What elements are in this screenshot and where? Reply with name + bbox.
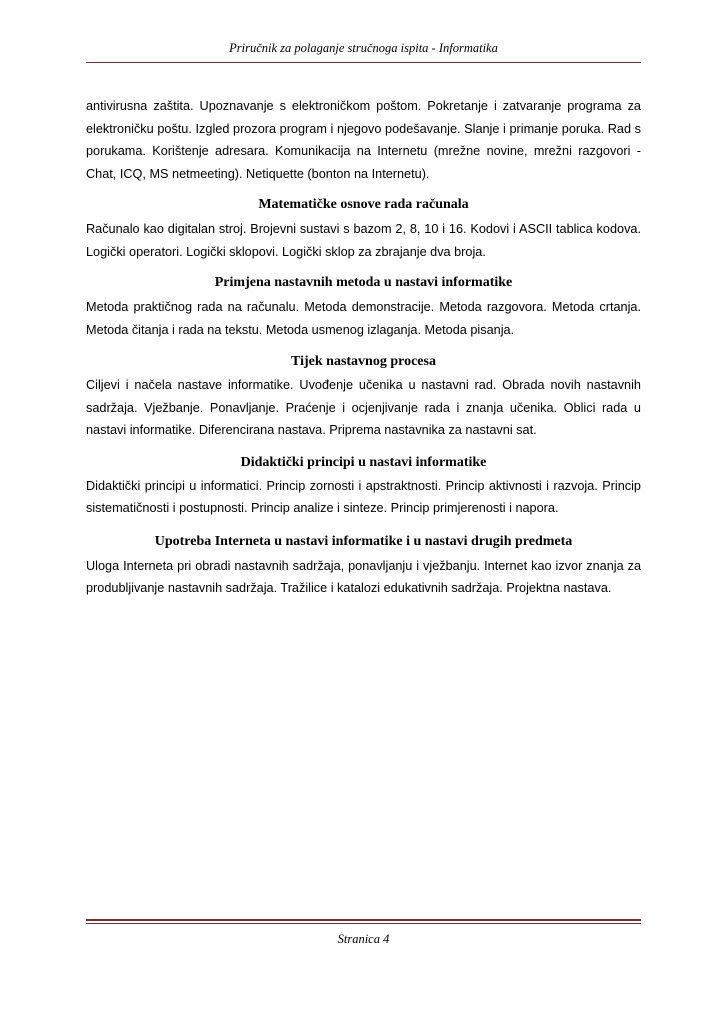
section-paragraph-internet: Uloga Interneta pri obradi nastavnih sadržaja, ponavljanju i vježbanju. Internet kao izvor znanja za produbljivanje nastavnih sadržaja. Tražilice i katalozi edukativnih sadržaja. Projektna nastava.: [86, 558, 641, 595]
running-header: Priručnik za polaganje stručnoga ispita - Informatika: [229, 41, 498, 55]
section-paragraph-process: Ciljevi i načela nastave informatike. Uvođenje učenika u nastavni rad. Obrada novih nastavnih sadržaja. Vježbanje. Ponavljanje. Praćenje i ocjenjivanje rada i znanja učenika. Oblici rada u nastavi informatike. Diferencirana nastava. Priprema nastavnika za nastavni sat.: [86, 378, 641, 437]
section-paragraph-math: Računalo kao digitalan stroj. Brojevni sustavi s bazom 2, 8, 10 i 16. Kodovi i ASCII tablica kodova. Logički operatori. Logički sklopovi. Logički sklop za zbrajanje dva broja.: [86, 222, 641, 259]
page-content: [86, 95, 641, 600]
section-heading-methods: Primjena nastavnih metoda u nastavi informatike: [214, 275, 513, 290]
section-heading-didactic: Didaktički principi u nastavi informatike: [240, 454, 487, 470]
section-heading-internet: Upotreba Interneta u nastavi informatike i u nastavi drugih predmeta: [154, 533, 573, 549]
header-rule: [86, 62, 641, 63]
section-paragraph-methods: Metoda praktičnog rada na računalu. Metoda demonstracije. Metoda razgovora. Metoda crtanja. Metoda čitanja i rada na tekstu. Metoda usmenog izlaganja. Metoda pisanja.: [86, 300, 641, 337]
section-heading-process: Tijek nastavnog procesa: [291, 354, 436, 369]
footer-rule: [86, 919, 641, 921]
intro-paragraph: antivirusna zaštita. Upoznavanje s elektroničkom poštom. Pokretanje i zatvaranje programa za elektroničku poštu. Izgled prozora program i njegovo podešavanje. Slanje i primanje poruka. Rad s porukama. Korištenje adresara. Komunikacija na Internetu (mrežne novine, mrežni razgovori - Chat, ICQ, MS netmeeting). Netiquette (bonton na Internetu).: [86, 99, 641, 181]
page-number: Stranica 4: [337, 932, 390, 946]
footer-rule-thin: [86, 923, 641, 924]
section-paragraph-didactic: Didaktički principi u informatici. Princip zornosti i apstraktnosti. Princip aktivnosti i razvoja. Princip sistematičnosti i postupnosti. Princip analize i sinteze. Princip primjerenosti i napora.: [86, 478, 641, 515]
section-heading-math: Matematičke osnove rada računala: [258, 197, 469, 212]
